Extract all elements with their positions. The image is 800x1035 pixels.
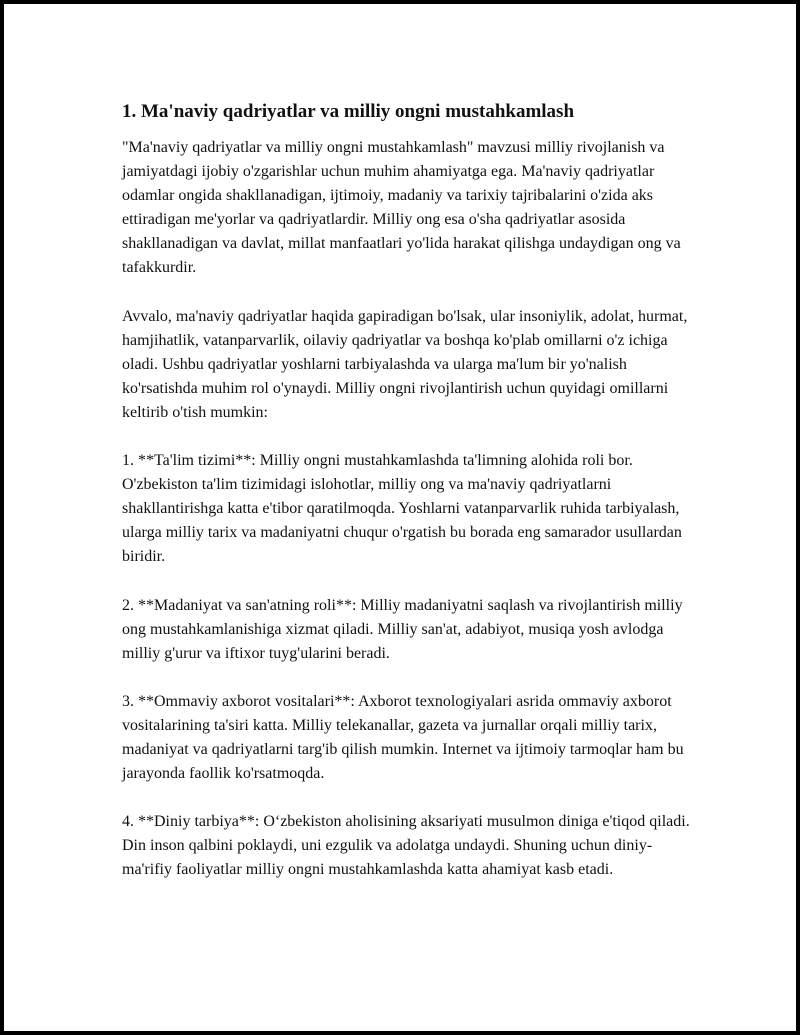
- paragraph-values: Avvalo, ma'naviy qadriyatlar haqida gapiradigan bo'lsak, ular insoniylik, adolat, hurmat, hamjihatlik, vatanparvarlik, oilaviy qadriyatlar va boshqa ko'plab omillarni o'z ichiga oladi. Ushbu qadriyatlar yoshlarni tarbiyalashda va ularga ma'lum bir yo'nalish ko'rsatishda muhim rol o'ynaydi. Milliy ongni rivojlantirish uchun quyidagi omillarni keltirib o'tish mumkin:: [122, 307, 688, 421]
- document-body: [122, 100, 692, 882]
- paragraph-culture: 2. **Madaniyat va san'atning roli**: Milliy madaniyatni saqlash va rivojlantirish milliy ong mustahkamlanishiga xizmat qiladi. Milliy san'at, adabiyot, musiqa yosh avlodga milliy g'urur va iftixor tuyg'ularini beradi.: [122, 596, 683, 662]
- paragraph-religion: 4. **Diniy tarbiya**: O‘zbekiston aholisining aksariyati musulmon diniga e'tiqod qiladi. Din inson qalbini poklaydi, uni ezgulik va adolatga undaydi. Shuning uchun diniy-ma'rifiy faoliyatlar milliy ongni mustahkamlashda katta ahamiyat kasb etadi.: [122, 813, 690, 879]
- paragraph-media: 3. **Ommaviy axborot vositalari**: Axborot texnologiyalari asrida ommaviy axborot vositalarining ta'siri katta. Milliy telekanallar, gazeta va jurnallar orqali milliy tarix, madaniyat va qadriyatlarni targ'ib qilish mumkin. Internet va ijtimoiy tarmoqlar ham bu jarayonda faollik ko'rsatmoqda.: [122, 692, 684, 783]
- document-title: 1. Ma'naviy qadriyatlar va milliy ongni mustahkamlash: [122, 101, 575, 122]
- paragraph-intro: "Ma'naviy qadriyatlar va milliy ongni mustahkamlash" mavzusi milliy rivojlanish va jamiyatdagi ijobiy o'zgarishlar uchun muhim ahamiyatga ega. Ma'naviy qadriyatlar odamlar ongida shakllanadigan, ijtimoiy, madaniy va tarixiy tajribalarini o'zida aks ettiradigan me'yorlar va qadriyatlardir. Milliy ong esa o'sha qadriyatlar asosida shakllanadigan va davlat, millat manfaatlari yo'lida harakat qilishga undaydigan ong va tafakkurdir.: [122, 139, 681, 277]
- paragraph-education: 1. **Ta'lim tizimi**: Milliy ongni mustahkamlashda ta'limning alohida roli bor. O'zbekiston ta'lim tizimidagi islohotlar, milliy ong va ma'naviy qadriyatlarni shakllantirishga katta e'tibor qaratilmoqda. Yoshlarni vatanparvarlik ruhida tarbiyalash, ularga milliy tarix va madaniyatni chuqur o'rgatish bu borada eng samarador usullardan biridir.: [122, 452, 682, 566]
